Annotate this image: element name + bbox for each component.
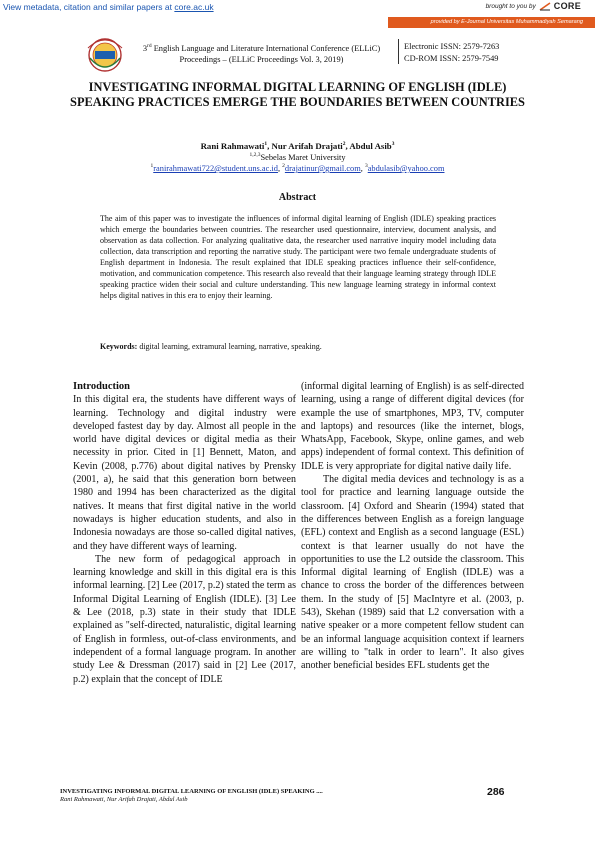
issn-electronic: Electronic ISSN: 2579-7263 [404, 42, 500, 51]
view-metadata-link[interactable]: View metadata, citation and similar papers at core.ac.uk [3, 2, 214, 12]
conference-info [130, 41, 393, 66]
author-name: Nur Arifah Drajati [271, 141, 343, 151]
core-banner [0, 0, 595, 18]
issn-info [404, 41, 499, 64]
core-logo-text: CORE [553, 1, 581, 11]
footer-authors: Rani Rahmawati, Nur Arifah Drajati, Abdul Asib [60, 796, 188, 803]
paragraph: The digital media devices and technology is as a tool for practice and learning language outside the classroom. [4] Oxford and Shearin (1994) stated that the differences between English as a foreign language (EFL) context and English as a second language (ESL) context is that learner usually do not have the opportunities to use the L2 outside the classroom. This Informal digital learning of English (IDLE) was a chance to cross the border of the differences between them. In the study of [5] MacIntyre et al. (2003, p. 543), Skehan (1989) said that L2 conversation with a native speaker or a more competent fellow student can be an informal language acquisition context if learners are willing to "talk in order to learn". It also gives another beneficial besides EFL students get the [301, 474, 524, 672]
body-column-right [301, 380, 524, 673]
paragraph: (informal digital learning of English) is as self-directed learning, using a range of different digital devices (for example the use of smartphones, MP3, TV, computer and laptops) and resources (like the internet, blogs, WhatsApp, Facebook, Skype, online games, and web apps) independent of formal context. This definition of IDLE is very appropriate for digital native daily life. [301, 381, 524, 472]
abstract-text: The aim of this paper was to investigate the influences of informal digital learning of English (IDLE) speaking practices which emerge the boundaries between countries. The researcher used questionnaire, interview, document analysis, and observation as data collection. For analyzing qualitative data, the researcher used narrative inquiry model including data collection, data transcription and reporting the narrative study. The participant were two female undergraduate students of English department in Indonesia. The result explained that IDLE speaking practices influence their self-confidence, motivation, and communication competence. This research also reveald that their language learning strategy through IDLE speaking practice widen their social and culture understanding. This new language learning strategy in informal context helps digital natives in this era to enjoy their learning. [100, 214, 496, 300]
keywords [100, 342, 496, 351]
email-link[interactable]: ranirahmawati722@student.uns.ac.id [153, 163, 278, 173]
keywords-list: digital learning, extramural learning, narrative, speaking. [137, 342, 322, 351]
email-link[interactable]: drajatinur@gmail.com [284, 163, 361, 173]
brought-by-text: brought to you by [485, 2, 536, 10]
keywords-label: Keywords: [100, 342, 138, 351]
paper-title: INVESTIGATING INFORMAL DIGITAL LEARNING OF ENGLISH (IDLE) SPEAKING PRACTICES EMERGE THE BOUNDARIES BETWEEN COUNTRIES [70, 80, 525, 109]
abstract-heading: Abstract [278, 192, 317, 203]
footer-title: INVESTIGATING INFORMAL DIGITAL LEARNING OF ENGLISH (IDLE) SPEAKING .... [60, 788, 323, 795]
provided-by-banner[interactable]: provided by E-Journal Universitas Muhammadiyah Semarang [388, 17, 595, 28]
conference-line2: Proceedings – (ELLiC Proceedings Vol. 3, 2019) [179, 55, 344, 65]
issn-cdrom: CD-ROM ISSN: 2579-7549 [404, 53, 499, 63]
author-name: Abdul Asib [349, 141, 392, 151]
ellic-logo-icon [80, 36, 130, 76]
affiliation: $^{1,2,3}$Sebelas Maret University [249, 152, 346, 162]
email-link[interactable]: abdulasib@yahoo.com [367, 163, 445, 173]
paragraph: The new form of pedagogical approach in learning knowledge and skill in this digital era is this informal learning. [2] Lee (2017, p.2) stated the term as Informal Digital Learning of English (IDLE). [3] Lee & Lee (2018, p.3) state in their study that IDLE explained as "self-directed, naturalistic, digital learning of English in formless, out-of-class environments, and independent of a formal language program. In another study Lee & Dressman (2017) said in [2] Lee (2017, p.2) explain that the concept of IDLE [73, 553, 296, 685]
author-list: Rani Rahmawati$^1$, Nur Arifah Drajati$^2$, Abdul Asib$^3$ [200, 141, 395, 151]
author-name: Rani Rahmawati [200, 141, 265, 151]
conference-line1: 3rd English Language and Literature International Conference (ELLiC) [142, 43, 381, 53]
core-logo-icon [539, 2, 551, 11]
section-heading: Introduction [73, 381, 130, 392]
brought-by[interactable] [486, 1, 581, 11]
paragraph: In this digital era, the students have different ways of learning. Technology and digital industry were developed fastest day by day. Almost all people in the world have digital devices or digital media as their necessity in prior. Cited in [1] Bennett, Maton, and Kevin (2008, p.776) about digital natives by Prensky (2001, a), he said that this generation born between 1980 and 1994 has been characterized as the digital natives. It means that first digital native in the world nowadays is higher education students, and also in Indonesia nowadays are those so-called digital natives, and they have different ways of learning. [73, 394, 296, 552]
page-footer [60, 788, 510, 804]
body-column-left [73, 380, 296, 686]
header-divider [398, 39, 399, 64]
author-emails: $^1$ranirahmawati722@student.uns.ac.id, $^2$drajatinur@gmail.com, $^3$abdulasib@yahoo.com [150, 163, 445, 173]
page-number: 286 [487, 786, 505, 798]
